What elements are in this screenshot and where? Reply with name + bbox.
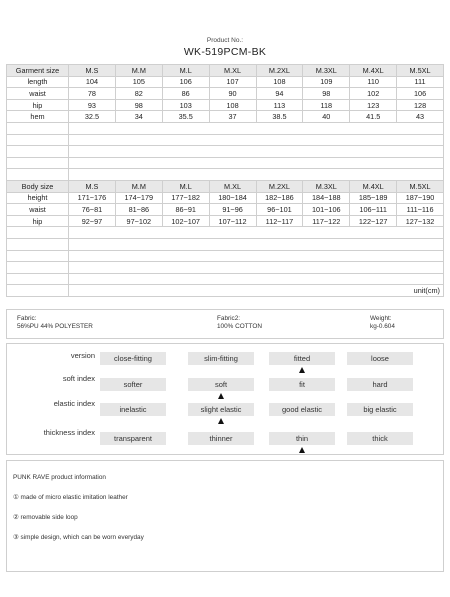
selected-marker-icon <box>218 418 224 424</box>
info-item-number: ② <box>13 514 19 521</box>
table-cell: 113 <box>256 99 303 111</box>
table-cell: 122~127 <box>350 215 397 227</box>
property-option: big elastic <box>347 403 413 416</box>
column-header: Garment size <box>7 65 69 77</box>
property-option: slight elastic <box>188 403 254 416</box>
table-cell <box>69 169 444 181</box>
table-cell: 103 <box>162 99 209 111</box>
table-cell: 112~117 <box>256 215 303 227</box>
column-header: M.L <box>162 181 209 193</box>
table-cell: 106~111 <box>350 204 397 216</box>
table-row <box>7 273 444 285</box>
table-cell: 101~106 <box>303 204 350 216</box>
info-item-text: removable side loop <box>20 514 78 521</box>
table-cell: 98 <box>115 99 162 111</box>
selected-marker-icon <box>299 367 305 373</box>
property-option: close-fitting <box>100 352 166 365</box>
column-header: M.4XL <box>350 65 397 77</box>
table-row <box>7 76 444 88</box>
column-header: M.5XL <box>397 181 444 193</box>
property-option: loose <box>347 352 413 365</box>
garment-size-table <box>6 64 444 181</box>
property-option: transparent <box>100 432 166 445</box>
table-cell: 108 <box>256 76 303 88</box>
property-option: hard <box>347 378 413 391</box>
properties-panel <box>6 343 444 455</box>
property-option: inelastic <box>100 403 166 416</box>
product-code: WK-519PCM-BK <box>183 45 267 58</box>
table-cell: 104 <box>69 76 116 88</box>
column-header: M.XL <box>209 65 256 77</box>
table-cell: 109 <box>303 76 350 88</box>
column-header: M.4XL <box>350 181 397 193</box>
table-cell <box>69 134 444 146</box>
table-cell <box>7 134 69 146</box>
table-cell: 91~96 <box>209 204 256 216</box>
table-row <box>7 88 444 100</box>
table-cell <box>69 122 444 134</box>
table-cell: 118 <box>303 99 350 111</box>
property-label: soft index <box>62 374 95 383</box>
weight <box>370 315 395 331</box>
info-item <box>13 513 78 521</box>
table-cell: waist <box>7 88 69 100</box>
table-cell: 38.5 <box>256 111 303 123</box>
table-cell: 117~122 <box>303 215 350 227</box>
body-size-table <box>6 180 444 297</box>
column-header: M.S <box>69 65 116 77</box>
table-row <box>7 146 444 158</box>
table-cell: 102 <box>350 88 397 100</box>
table-cell: 93 <box>69 99 116 111</box>
column-header: M.5XL <box>397 65 444 77</box>
info-item <box>13 493 128 501</box>
table-row <box>7 285 444 297</box>
column-header: Body size <box>7 181 69 193</box>
property-option: fit <box>269 378 335 391</box>
table-cell: 108 <box>209 99 256 111</box>
table-row <box>7 262 444 274</box>
table-row <box>7 122 444 134</box>
table-cell: hem <box>7 111 69 123</box>
table-row <box>7 204 444 216</box>
property-option: softer <box>100 378 166 391</box>
property-option: fitted <box>269 352 335 365</box>
table-cell: 187~190 <box>397 192 444 204</box>
table-cell: 40 <box>303 111 350 123</box>
fabric2-value: 100% COTTON <box>217 323 262 330</box>
table-cell: 43 <box>397 111 444 123</box>
column-header: M.M <box>115 65 162 77</box>
table-cell: hip <box>7 99 69 111</box>
table-cell: 180~184 <box>209 192 256 204</box>
table-cell: height <box>7 192 69 204</box>
info-item-text: simple design, which can be worn everyday <box>20 534 144 541</box>
weight-label: Weight: <box>370 315 392 322</box>
table-row <box>7 99 444 111</box>
table-cell: 111 <box>397 76 444 88</box>
table-cell <box>69 273 444 285</box>
table-cell: 106 <box>397 88 444 100</box>
selected-marker-icon <box>218 393 224 399</box>
table-cell: 184~188 <box>303 192 350 204</box>
table-cell: 110 <box>350 76 397 88</box>
header-row <box>7 65 444 77</box>
table-row <box>7 250 444 262</box>
table-cell: 76~81 <box>69 204 116 216</box>
table-cell: 177~182 <box>162 192 209 204</box>
property-label: elastic index <box>53 399 95 408</box>
info-item-number: ③ <box>13 534 19 541</box>
table-cell <box>69 146 444 158</box>
fabric-panel <box>6 309 444 339</box>
table-cell: 111~116 <box>397 204 444 216</box>
table-cell: 127~132 <box>397 215 444 227</box>
fabric2-label: Fabric2: <box>217 315 241 322</box>
table-cell <box>7 227 69 239</box>
table-cell: 98 <box>303 88 350 100</box>
table-cell <box>69 262 444 274</box>
table-cell <box>7 238 69 250</box>
table-row <box>7 111 444 123</box>
table-row <box>7 169 444 181</box>
table-row <box>7 134 444 146</box>
table-cell: 32.5 <box>69 111 116 123</box>
column-header: M.2XL <box>256 181 303 193</box>
property-option: slim-fitting <box>188 352 254 365</box>
table-cell <box>7 157 69 169</box>
table-cell <box>69 157 444 169</box>
table-row <box>7 215 444 227</box>
table-cell: 81~86 <box>115 204 162 216</box>
fabric1-value: 56%PU 44% POLYESTER <box>17 323 93 330</box>
table-cell: 128 <box>397 99 444 111</box>
property-option: good elastic <box>269 403 335 416</box>
table-cell: 82 <box>115 88 162 100</box>
fabric1-label: Fabric: <box>17 315 37 322</box>
table-cell: hip <box>7 215 69 227</box>
info-item <box>13 533 144 541</box>
info-item-number: ① <box>13 494 19 501</box>
table-cell: 90 <box>209 88 256 100</box>
table-cell: 34 <box>115 111 162 123</box>
column-header: M.2XL <box>256 65 303 77</box>
table-cell: 174~179 <box>115 192 162 204</box>
table-row <box>7 192 444 204</box>
table-cell <box>69 227 444 239</box>
property-option: thin <box>269 432 335 445</box>
column-header: M.XL <box>209 181 256 193</box>
property-option: soft <box>188 378 254 391</box>
table-cell <box>7 169 69 181</box>
column-header: M.3XL <box>303 65 350 77</box>
table-cell: 94 <box>256 88 303 100</box>
product-info-panel <box>6 460 444 572</box>
table-row <box>7 238 444 250</box>
product-header <box>0 38 450 57</box>
table-row <box>7 227 444 239</box>
column-header: M.L <box>162 65 209 77</box>
table-cell: 92~97 <box>69 215 116 227</box>
selected-marker-icon <box>299 447 305 453</box>
table-cell: 86 <box>162 88 209 100</box>
property-option: thick <box>347 432 413 445</box>
fabric1 <box>17 315 93 331</box>
unit-label: unit(cm) <box>69 285 444 297</box>
table-cell: 78 <box>69 88 116 100</box>
table-cell <box>7 262 69 274</box>
property-label: version <box>70 351 95 360</box>
table-row <box>7 157 444 169</box>
info-item-text: made of micro elastic imitation leather <box>20 494 128 501</box>
property-label: thickness index <box>43 428 95 437</box>
weight-value: kg-0.604 <box>370 323 395 330</box>
table-cell: 37 <box>209 111 256 123</box>
column-header: M.M <box>115 181 162 193</box>
table-cell: 96~101 <box>256 204 303 216</box>
column-header: M.3XL <box>303 181 350 193</box>
table-cell <box>7 273 69 285</box>
table-cell: 182~186 <box>256 192 303 204</box>
table-cell: 35.5 <box>162 111 209 123</box>
table-cell: length <box>7 76 69 88</box>
table-cell: 105 <box>115 76 162 88</box>
table-cell <box>7 250 69 262</box>
property-option: thinner <box>188 432 254 445</box>
table-cell: 86~91 <box>162 204 209 216</box>
table-cell: 102~107 <box>162 215 209 227</box>
table-cell: 171~176 <box>69 192 116 204</box>
table-cell <box>69 250 444 262</box>
table-cell <box>69 238 444 250</box>
header-row <box>7 181 444 193</box>
column-header: M.S <box>69 181 116 193</box>
table-cell: 107 <box>209 76 256 88</box>
table-cell: 123 <box>350 99 397 111</box>
table-cell: 97~102 <box>115 215 162 227</box>
table-cell: waist <box>7 204 69 216</box>
table-cell: 185~189 <box>350 192 397 204</box>
table-cell <box>7 122 69 134</box>
table-cell: 41.5 <box>350 111 397 123</box>
table-cell: 107~112 <box>209 215 256 227</box>
table-cell: 106 <box>162 76 209 88</box>
table-cell <box>7 146 69 158</box>
fabric2 <box>217 315 262 331</box>
table-cell <box>7 285 69 297</box>
product-number-label: Product No.: <box>206 37 244 44</box>
info-title: PUNK RAVE product information <box>13 474 106 481</box>
